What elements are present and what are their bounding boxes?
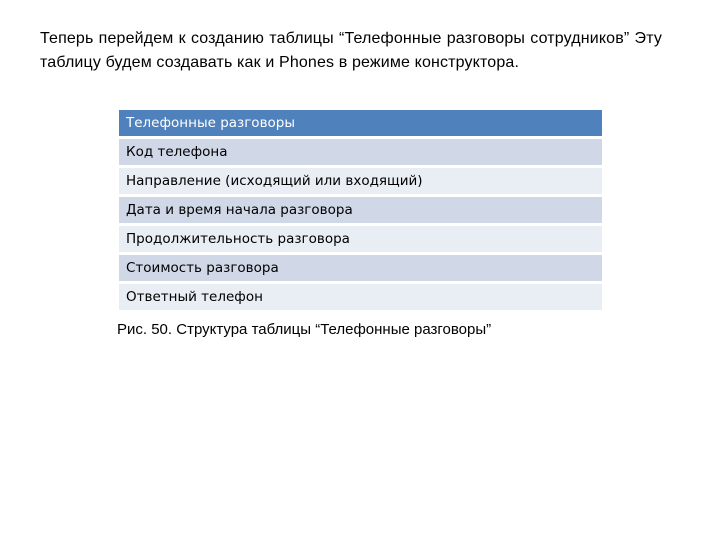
field-name: Дата и время начала разговора: [119, 196, 602, 225]
table-row: [119, 138, 602, 167]
field-name: Стоимость разговора: [119, 254, 602, 283]
field-name: Продолжительность разговора: [119, 225, 602, 254]
table-row: [119, 225, 602, 254]
field-name: Направление (исходящий или входящий): [119, 167, 602, 196]
table-row: [119, 196, 602, 225]
table-row: [119, 254, 602, 283]
table-title: Телефонные разговоры: [119, 110, 602, 138]
table-row: [119, 283, 602, 312]
table-row: [119, 167, 602, 196]
figure-caption: Рис. 50. Структура таблицы “Телефонные разговоры”: [117, 321, 492, 338]
fields-table: [119, 110, 602, 313]
table-header-row: [119, 110, 602, 138]
field-name: Ответный телефон: [119, 283, 602, 312]
intro-paragraph: Теперь перейдем к созданию таблицы “Телефонные разговоры сотрудников” Эту таблицу будем создавать как и Phones в режиме конструктора.: [40, 30, 662, 71]
field-name: Код телефона: [119, 138, 602, 167]
